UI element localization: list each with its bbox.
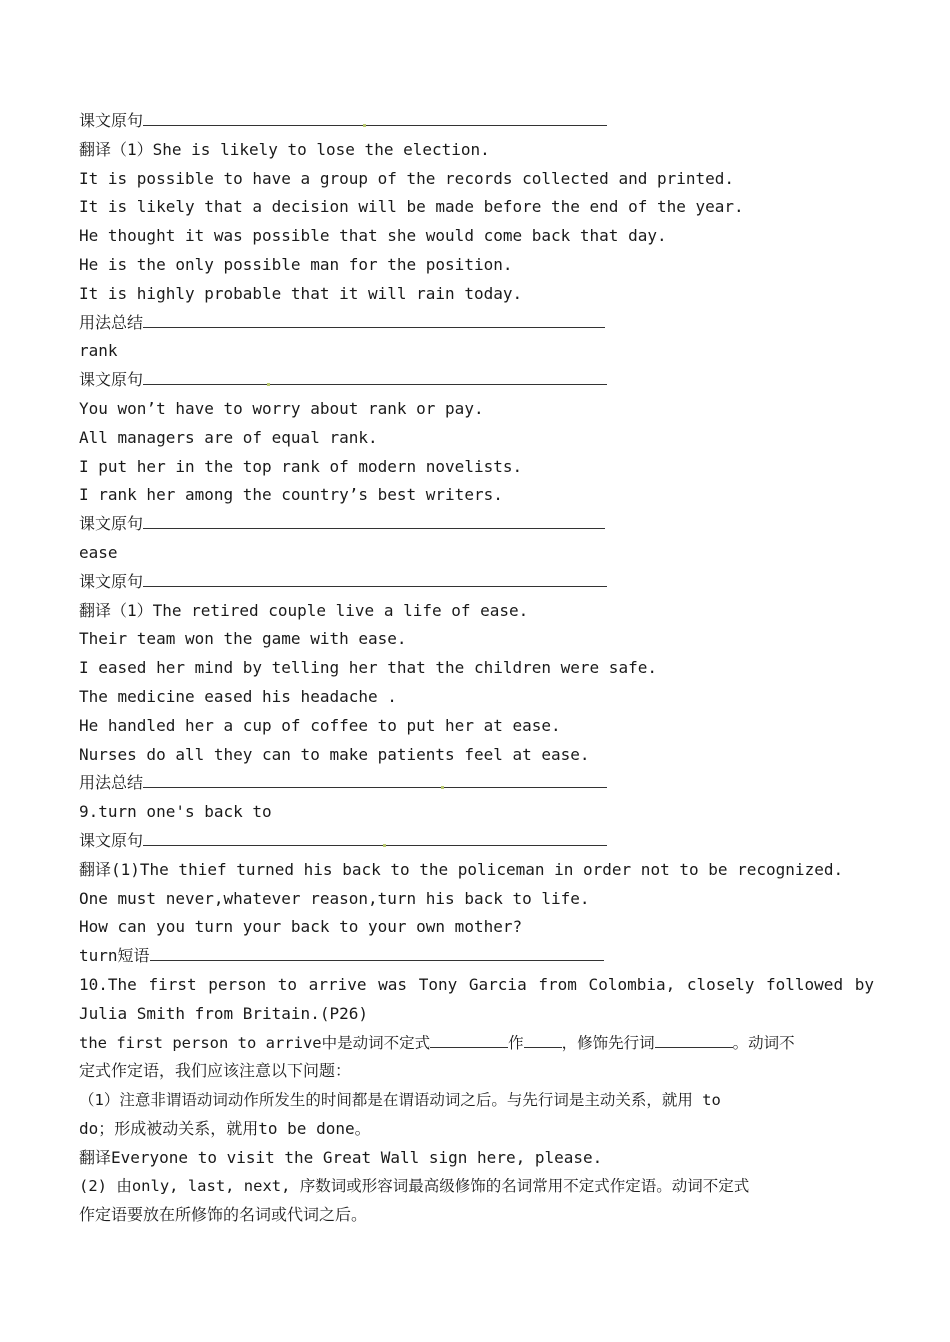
text-line: Their team won the game with ease. [79,629,407,649]
answer-blank[interactable] [524,1031,562,1048]
label-text: 用法总结 [79,773,144,793]
text-line: One must never,whatever reason,turn his back to life. [79,888,590,908]
text-line [79,107,874,136]
text-line: ease [79,542,118,562]
text-line [79,510,874,539]
label-text: turn短语 [79,946,150,966]
text-line: How can you turn your back to your own mother? [79,917,523,937]
text-line: I put her in the top rank of modern novelists. [79,456,523,476]
text-line: 9.turn one's back to [79,802,272,822]
text-line: do；形成被动关系，就用to be done。 [79,1118,371,1138]
label-text: 课文原句 [79,514,144,534]
label-text: 课文原句 [79,370,144,390]
answer-blank[interactable] [143,568,607,587]
text-line [79,309,874,338]
answer-blank[interactable] [430,1031,508,1048]
text-line: You won’t have to worry about rank or pay. [79,398,484,418]
text-line: All managers are of equal rank. [79,427,378,447]
text-line: I eased her mind by telling her that the children were safe. [79,658,657,678]
text-line [79,366,874,395]
answer-blank[interactable] [143,107,607,126]
text-line: 翻译（1）She is likely to lose the election. [79,139,490,159]
answer-blank[interactable] [143,366,607,385]
text-line: (2) 由only, last, next, 序数词或形容词最高级修饰的名词常用不定式作定语。动词不定式 [79,1177,750,1196]
answer-blank[interactable] [655,1031,733,1048]
text-line: （1）注意非谓语动词动作所发生的时间都是在谓语动词之后。与先行词是主动关系，就用 to [79,1091,721,1110]
text-line: 定式作定语，我们应该注意以下问题： [79,1061,352,1081]
answer-blank[interactable] [143,510,605,529]
text-line: It is likely that a decision will be made before the end of the year. [79,197,744,217]
text-line: It is highly probable that it will rain today. [79,283,523,303]
text-line: I rank her among the country’s best writers. [79,485,503,505]
text-line [79,827,874,856]
text-span: 作 [508,1033,524,1052]
text-line: 翻译Everyone to visit the Great Wall sign here, please. [79,1147,603,1167]
text-line [79,1029,874,1058]
text-line: 翻译(1)The thief turned his back to the policeman in order not to be recognized. [79,859,844,879]
text-line: 翻译（1）The retired couple live a life of ease. [79,600,529,620]
text-span: the first person to arrive中是动词不定式 [79,1033,431,1052]
text-line: The medicine eased his headache . [79,686,397,706]
text-line: He thought it was possible that she would come back that day. [79,226,667,246]
answer-blank[interactable] [143,309,605,328]
label-text: 用法总结 [79,312,144,332]
text-line: It is possible to have a group of the records collected and printed. [79,168,735,188]
answer-blank[interactable] [143,827,607,846]
label-text: 课文原句 [79,111,144,130]
label-text: 课文原句 [79,571,144,591]
text-span: ，修饰先行词 [561,1033,655,1052]
text-line: 10.The first person to arrive was Tony Garcia from Colombia, closely followed by [79,974,874,994]
text-line: He handled her a cup of coffee to put her at ease. [79,715,561,735]
text-line: 作定语要放在所修饰的名词或代词之后。 [79,1205,368,1225]
text-line [79,568,874,597]
text-span: 。动词不 [732,1033,795,1052]
text-line [79,942,874,971]
answer-blank[interactable] [150,942,604,961]
text-line: He is the only possible man for the position. [79,254,513,274]
label-text: 课文原句 [79,830,144,850]
answer-blank[interactable] [143,769,607,788]
text-line [79,769,874,798]
text-line: Nurses do all they can to make patients feel at ease. [79,744,590,764]
document-page [79,107,874,1230]
text-line: Julia Smith from Britain.(P26) [79,1003,368,1023]
text-line: rank [79,341,118,361]
